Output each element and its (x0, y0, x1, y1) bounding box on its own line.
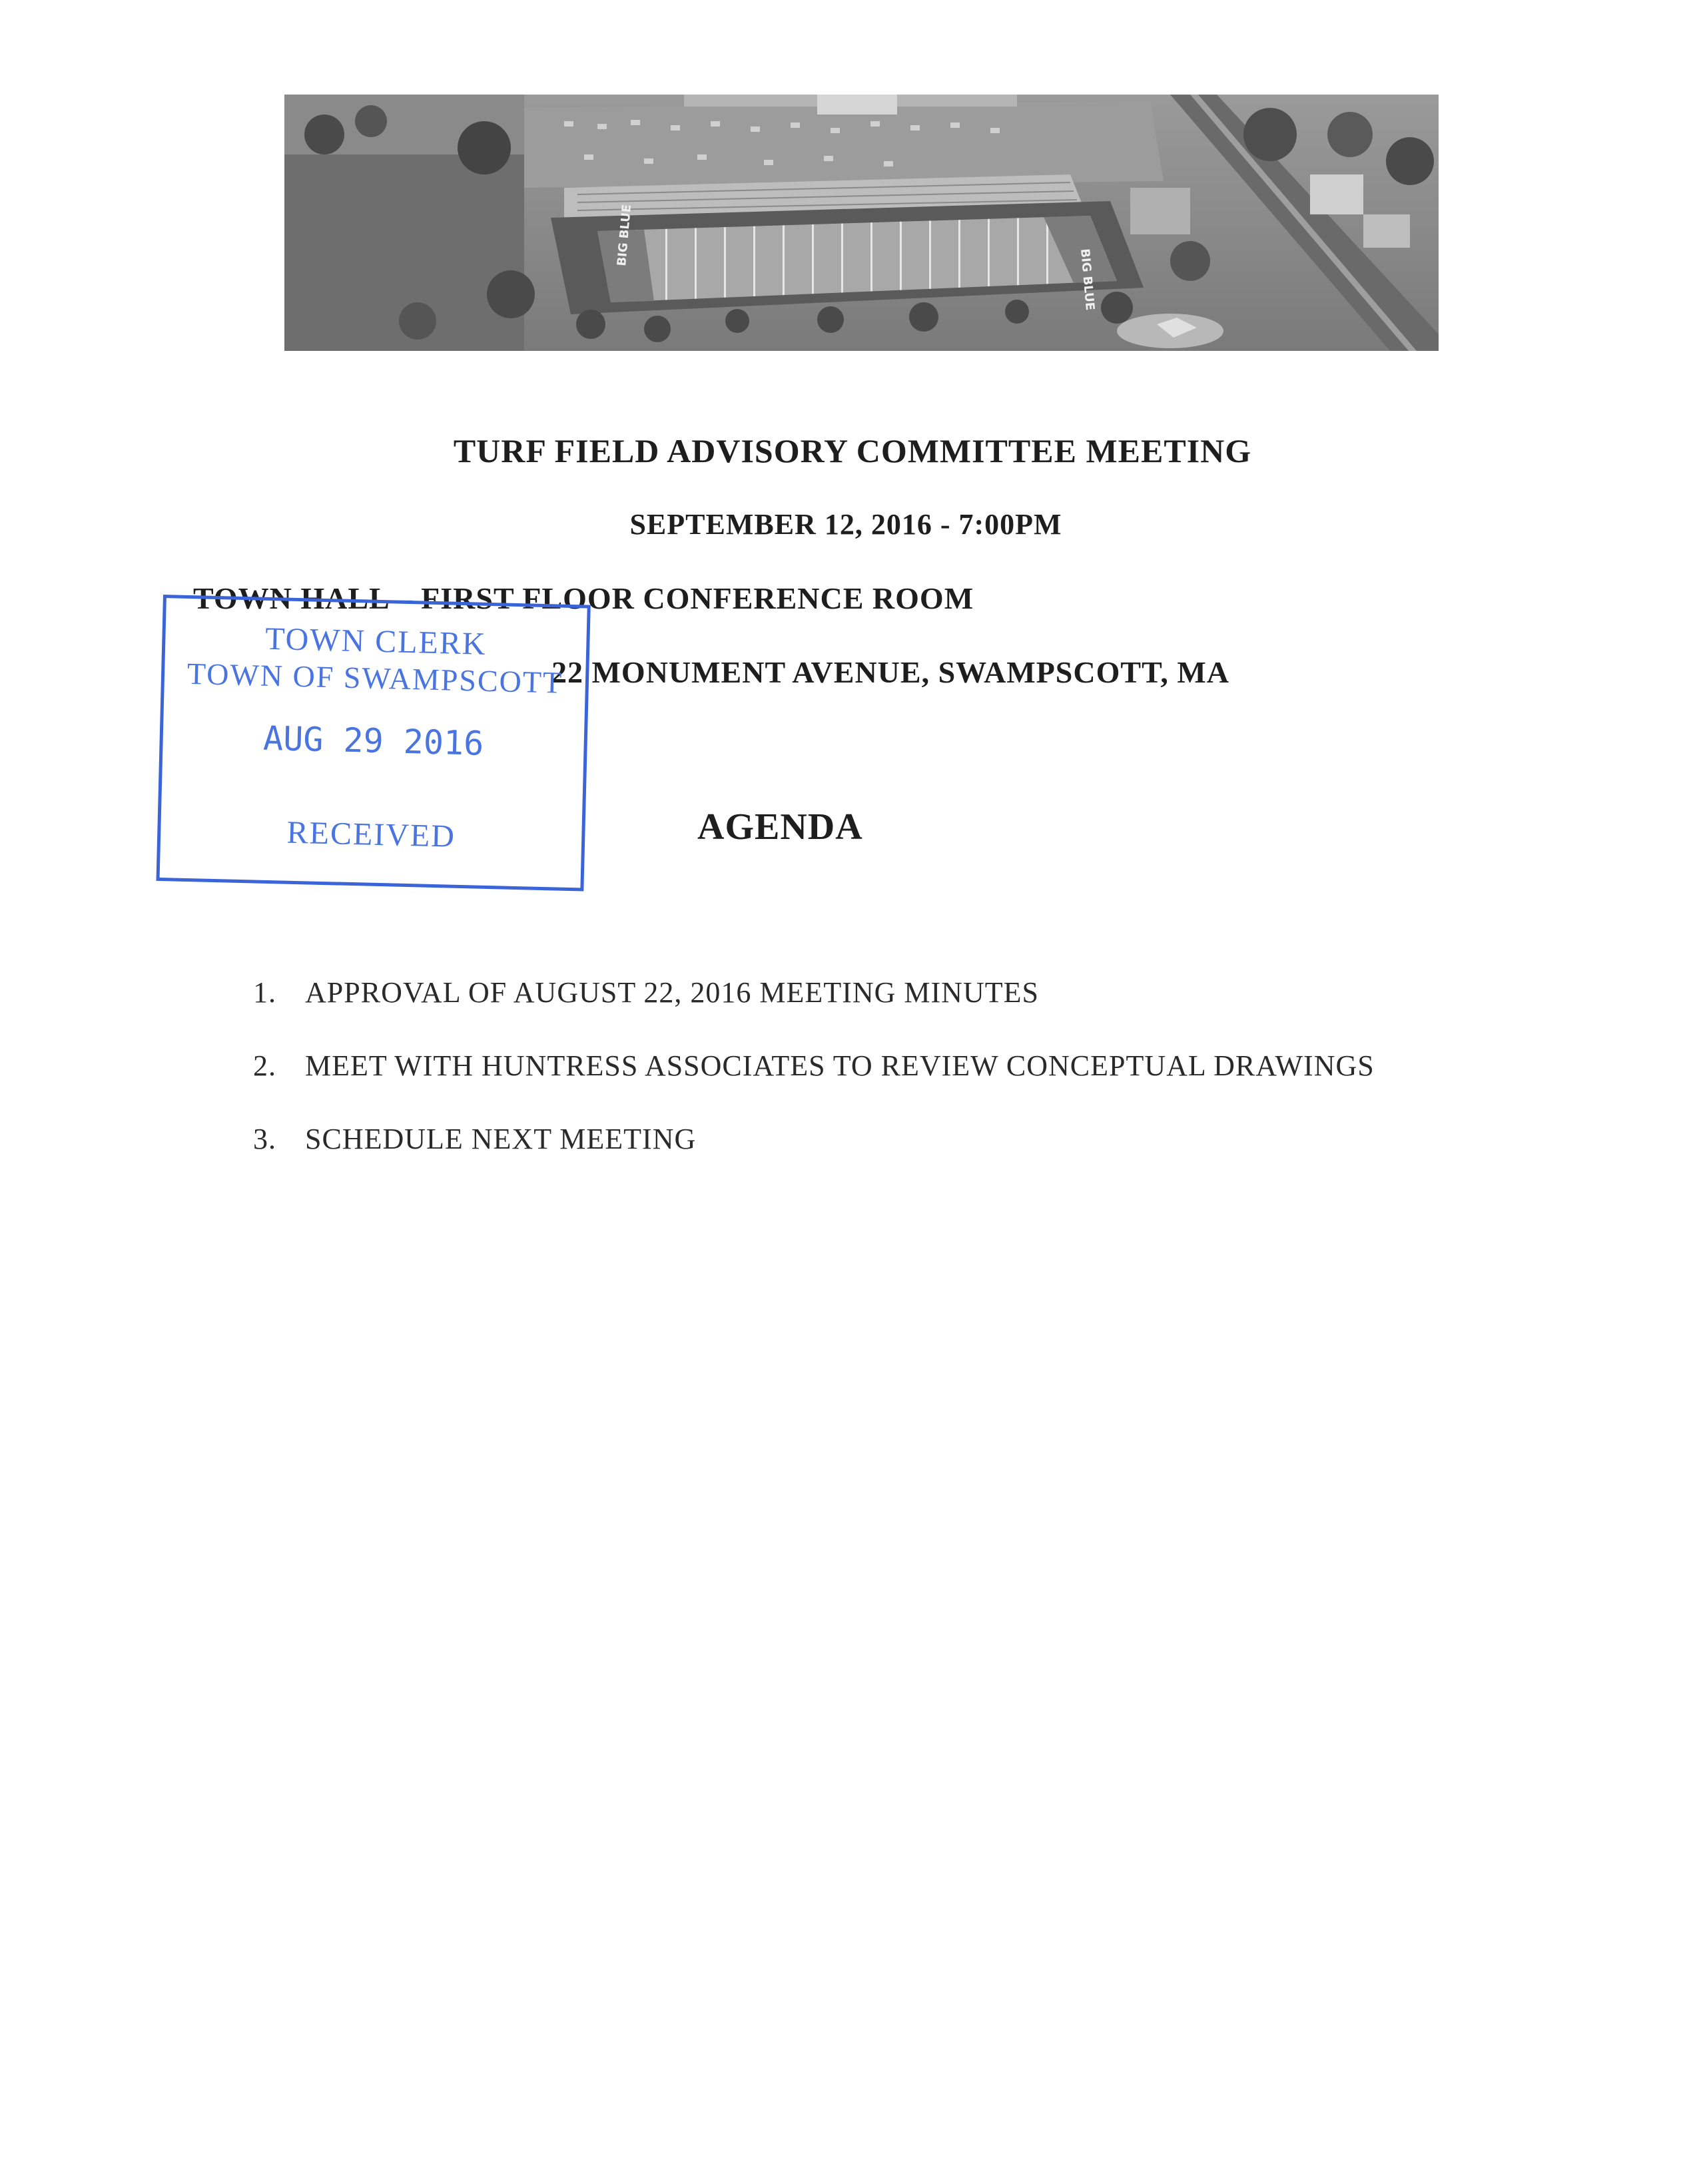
agenda-item-number: 3. (253, 1123, 276, 1155)
agenda-item-text: APPROVAL OF AUGUST 22, 2016 MEETING MINUTES (305, 976, 1039, 1009)
agenda-item-number: 1. (253, 976, 276, 1009)
agenda-item (253, 1122, 1519, 1195)
agenda-item (253, 975, 1519, 1049)
agenda-heading: AGENDA (697, 806, 863, 848)
received-stamp (156, 595, 590, 892)
meeting-title: TURF FIELD ADVISORY COMMITTEE MEETING (453, 432, 1252, 469)
stamp-town-name: TOWN OF SWAMPSCOTT (186, 656, 563, 700)
stamp-town-clerk: TOWN CLERK (264, 621, 488, 662)
agenda-item-text: SCHEDULE NEXT MEETING (305, 1123, 697, 1155)
stamp-status: RECEIVED (286, 814, 456, 854)
end-zone-text-left: BIG BLUE (615, 204, 635, 267)
meeting-address: 22 MONUMENT AVENUE, SWAMPSCOTT, MA (551, 655, 1229, 689)
meeting-location: TOWN HALL – FIRST FLOOR CONFERENCE ROOM (193, 581, 974, 615)
aerial-field-photo (284, 95, 1439, 351)
meeting-date-time: SEPTEMBER 12, 2016 - 7:00PM (629, 508, 1062, 541)
agenda-item-text: MEET WITH HUNTRESS ASSOCIATES TO REVIEW CONCEPTUAL DRAWINGS (305, 1049, 1375, 1082)
agenda-list (253, 975, 1519, 1195)
stamp-date: AUG 29 2016 (262, 718, 484, 763)
end-zone-text-right: BIG BLUE (1078, 248, 1098, 312)
agenda-item (253, 1049, 1519, 1122)
agenda-item-number: 2. (253, 1049, 276, 1082)
